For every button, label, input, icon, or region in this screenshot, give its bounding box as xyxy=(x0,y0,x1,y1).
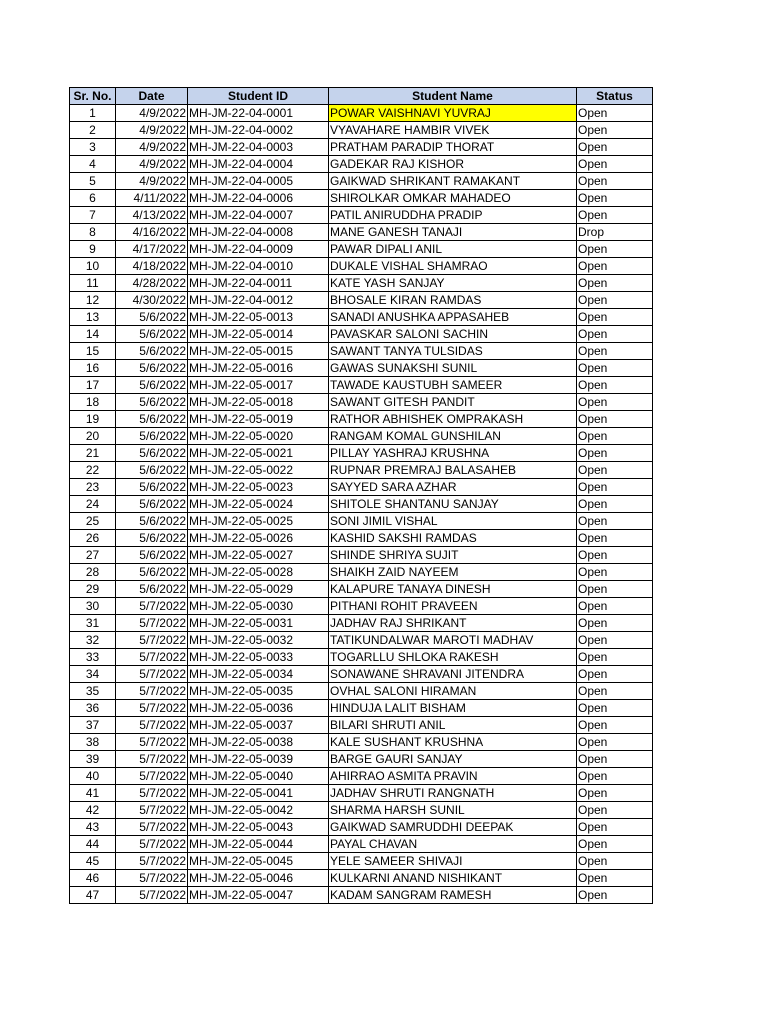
cell-student-id: MH-JM-22-05-0016 xyxy=(188,360,329,377)
table-row xyxy=(70,258,653,275)
cell-sr-no: 32 xyxy=(70,632,116,649)
cell-date: 4/9/2022 xyxy=(116,173,188,190)
header-status: Status xyxy=(577,88,653,105)
cell-sr-no: 21 xyxy=(70,445,116,462)
cell-sr-no: 8 xyxy=(70,224,116,241)
header-row xyxy=(70,88,653,105)
cell-status: Open xyxy=(577,496,653,513)
cell-date: 4/18/2022 xyxy=(116,258,188,275)
cell-student-name: KADAM SANGRAM RAMESH xyxy=(329,887,577,904)
cell-status: Open xyxy=(577,853,653,870)
cell-student-name: KATE YASH SANJAY xyxy=(329,275,577,292)
table-row xyxy=(70,190,653,207)
cell-status: Open xyxy=(577,343,653,360)
cell-status: Open xyxy=(577,479,653,496)
cell-student-id: MH-JM-22-05-0022 xyxy=(188,462,329,479)
cell-student-id: MH-JM-22-04-0005 xyxy=(188,173,329,190)
cell-student-id: MH-JM-22-04-0009 xyxy=(188,241,329,258)
cell-student-name: SHARMA HARSH SUNIL xyxy=(329,802,577,819)
cell-status: Open xyxy=(577,666,653,683)
cell-sr-no: 17 xyxy=(70,377,116,394)
cell-student-id: MH-JM-22-05-0026 xyxy=(188,530,329,547)
cell-sr-no: 6 xyxy=(70,190,116,207)
cell-student-name: SONAWANE SHRAVANI JITENDRA xyxy=(329,666,577,683)
table-row xyxy=(70,309,653,326)
cell-date: 5/6/2022 xyxy=(116,309,188,326)
table-row xyxy=(70,224,653,241)
cell-student-name: GADEKAR RAJ KISHOR xyxy=(329,156,577,173)
cell-date: 5/7/2022 xyxy=(116,683,188,700)
cell-sr-no: 2 xyxy=(70,122,116,139)
cell-student-id: MH-JM-22-05-0033 xyxy=(188,649,329,666)
table-row xyxy=(70,394,653,411)
cell-status: Drop xyxy=(577,224,653,241)
cell-status: Open xyxy=(577,768,653,785)
cell-student-name: JADHAV RAJ SHRIKANT xyxy=(329,615,577,632)
cell-status: Open xyxy=(577,734,653,751)
cell-date: 5/6/2022 xyxy=(116,462,188,479)
cell-date: 5/7/2022 xyxy=(116,785,188,802)
cell-student-name: SAWANT GITESH PANDIT xyxy=(329,394,577,411)
cell-date: 5/7/2022 xyxy=(116,819,188,836)
cell-student-name: SHIROLKAR OMKAR MAHADEO xyxy=(329,190,577,207)
cell-student-id: MH-JM-22-05-0020 xyxy=(188,428,329,445)
cell-date: 5/7/2022 xyxy=(116,666,188,683)
cell-status: Open xyxy=(577,309,653,326)
cell-student-id: MH-JM-22-05-0039 xyxy=(188,751,329,768)
cell-sr-no: 34 xyxy=(70,666,116,683)
cell-status: Open xyxy=(577,462,653,479)
cell-date: 5/7/2022 xyxy=(116,870,188,887)
cell-sr-no: 11 xyxy=(70,275,116,292)
cell-student-name: AHIRRAO ASMITA PRAVIN xyxy=(329,768,577,785)
cell-date: 5/7/2022 xyxy=(116,802,188,819)
table-row xyxy=(70,275,653,292)
cell-student-name: TATIKUNDALWAR MAROTI MADHAV xyxy=(329,632,577,649)
cell-sr-no: 10 xyxy=(70,258,116,275)
cell-student-id: MH-JM-22-05-0032 xyxy=(188,632,329,649)
table-row xyxy=(70,530,653,547)
cell-student-id: MH-JM-22-04-0006 xyxy=(188,190,329,207)
cell-student-id: MH-JM-22-04-0012 xyxy=(188,292,329,309)
cell-status: Open xyxy=(577,207,653,224)
cell-sr-no: 16 xyxy=(70,360,116,377)
cell-sr-no: 5 xyxy=(70,173,116,190)
cell-date: 5/7/2022 xyxy=(116,615,188,632)
cell-student-id: MH-JM-22-04-0010 xyxy=(188,258,329,275)
cell-sr-no: 25 xyxy=(70,513,116,530)
cell-date: 4/9/2022 xyxy=(116,156,188,173)
table-row xyxy=(70,768,653,785)
cell-student-id: MH-JM-22-05-0037 xyxy=(188,717,329,734)
cell-student-name: BILARI SHRUTI ANIL xyxy=(329,717,577,734)
cell-date: 5/6/2022 xyxy=(116,411,188,428)
cell-student-name: DUKALE VISHAL SHAMRAO xyxy=(329,258,577,275)
cell-date: 5/7/2022 xyxy=(116,836,188,853)
cell-student-name: OVHAL SALONI HIRAMAN xyxy=(329,683,577,700)
cell-date: 5/7/2022 xyxy=(116,598,188,615)
cell-sr-no: 12 xyxy=(70,292,116,309)
table-row xyxy=(70,547,653,564)
student-table xyxy=(69,87,653,904)
cell-student-name: SHAIKH ZAID NAYEEM xyxy=(329,564,577,581)
cell-date: 5/6/2022 xyxy=(116,547,188,564)
table-row xyxy=(70,819,653,836)
cell-student-name: TAWADE KAUSTUBH SAMEER xyxy=(329,377,577,394)
cell-student-id: MH-JM-22-05-0017 xyxy=(188,377,329,394)
cell-status: Open xyxy=(577,785,653,802)
cell-student-id: MH-JM-22-05-0038 xyxy=(188,734,329,751)
cell-date: 4/9/2022 xyxy=(116,122,188,139)
cell-date: 5/7/2022 xyxy=(116,768,188,785)
table-row xyxy=(70,105,653,122)
table-row xyxy=(70,377,653,394)
cell-date: 5/6/2022 xyxy=(116,445,188,462)
table-row xyxy=(70,785,653,802)
cell-sr-no: 43 xyxy=(70,819,116,836)
table-row xyxy=(70,649,653,666)
cell-student-id: MH-JM-22-05-0035 xyxy=(188,683,329,700)
cell-status: Open xyxy=(577,377,653,394)
cell-status: Open xyxy=(577,819,653,836)
cell-sr-no: 7 xyxy=(70,207,116,224)
cell-student-name: POWAR VAISHNAVI YUVRAJ xyxy=(329,105,577,122)
cell-student-id: MH-JM-22-05-0047 xyxy=(188,887,329,904)
cell-student-name: GAWAS SUNAKSHI SUNIL xyxy=(329,360,577,377)
cell-status: Open xyxy=(577,190,653,207)
cell-student-id: MH-JM-22-05-0045 xyxy=(188,853,329,870)
cell-sr-no: 20 xyxy=(70,428,116,445)
cell-student-id: MH-JM-22-05-0042 xyxy=(188,802,329,819)
cell-sr-no: 29 xyxy=(70,581,116,598)
cell-status: Open xyxy=(577,564,653,581)
cell-status: Open xyxy=(577,139,653,156)
cell-status: Open xyxy=(577,887,653,904)
cell-student-id: MH-JM-22-05-0040 xyxy=(188,768,329,785)
table-row xyxy=(70,734,653,751)
table-row xyxy=(70,853,653,870)
cell-sr-no: 1 xyxy=(70,105,116,122)
cell-status: Open xyxy=(577,326,653,343)
cell-student-name: GAIKWAD SHRIKANT RAMAKANT xyxy=(329,173,577,190)
cell-status: Open xyxy=(577,632,653,649)
cell-student-name: RUPNAR PREMRAJ BALASAHEB xyxy=(329,462,577,479)
cell-status: Open xyxy=(577,394,653,411)
table-row xyxy=(70,683,653,700)
cell-student-id: MH-JM-22-05-0041 xyxy=(188,785,329,802)
cell-student-id: MH-JM-22-05-0044 xyxy=(188,836,329,853)
table-body xyxy=(70,105,653,904)
cell-sr-no: 42 xyxy=(70,802,116,819)
cell-sr-no: 35 xyxy=(70,683,116,700)
cell-student-id: MH-JM-22-05-0015 xyxy=(188,343,329,360)
cell-status: Open xyxy=(577,615,653,632)
table-row xyxy=(70,581,653,598)
cell-student-id: MH-JM-22-05-0034 xyxy=(188,666,329,683)
cell-status: Open xyxy=(577,530,653,547)
cell-student-id: MH-JM-22-05-0036 xyxy=(188,700,329,717)
cell-student-name: PAYAL CHAVAN xyxy=(329,836,577,853)
cell-student-name: JADHAV SHRUTI RANGNATH xyxy=(329,785,577,802)
cell-status: Open xyxy=(577,258,653,275)
cell-date: 5/6/2022 xyxy=(116,377,188,394)
cell-sr-no: 3 xyxy=(70,139,116,156)
cell-student-id: MH-JM-22-04-0002 xyxy=(188,122,329,139)
cell-sr-no: 30 xyxy=(70,598,116,615)
cell-student-name: KALAPURE TANAYA DINESH xyxy=(329,581,577,598)
cell-student-id: MH-JM-22-04-0011 xyxy=(188,275,329,292)
table-row xyxy=(70,802,653,819)
cell-date: 5/6/2022 xyxy=(116,564,188,581)
cell-status: Open xyxy=(577,751,653,768)
cell-date: 5/7/2022 xyxy=(116,717,188,734)
table-row xyxy=(70,666,653,683)
cell-sr-no: 36 xyxy=(70,700,116,717)
cell-date: 5/6/2022 xyxy=(116,343,188,360)
cell-student-name: PAVASKAR SALONI SACHIN xyxy=(329,326,577,343)
cell-date: 5/6/2022 xyxy=(116,496,188,513)
table-row xyxy=(70,292,653,309)
header-date: Date xyxy=(116,88,188,105)
cell-date: 5/6/2022 xyxy=(116,394,188,411)
header-sr-no: Sr. No. xyxy=(70,88,116,105)
cell-sr-no: 31 xyxy=(70,615,116,632)
cell-date: 4/28/2022 xyxy=(116,275,188,292)
cell-student-name: KALE SUSHANT KRUSHNA xyxy=(329,734,577,751)
cell-sr-no: 33 xyxy=(70,649,116,666)
cell-student-id: MH-JM-22-05-0023 xyxy=(188,479,329,496)
cell-status: Open xyxy=(577,156,653,173)
cell-status: Open xyxy=(577,836,653,853)
table-row xyxy=(70,700,653,717)
cell-student-name: TOGARLLU SHLOKA RAKESH xyxy=(329,649,577,666)
cell-date: 4/13/2022 xyxy=(116,207,188,224)
cell-student-id: MH-JM-22-04-0004 xyxy=(188,156,329,173)
table-row xyxy=(70,360,653,377)
cell-sr-no: 13 xyxy=(70,309,116,326)
table-row xyxy=(70,428,653,445)
cell-status: Open xyxy=(577,870,653,887)
cell-status: Open xyxy=(577,581,653,598)
cell-date: 5/6/2022 xyxy=(116,530,188,547)
cell-sr-no: 40 xyxy=(70,768,116,785)
table-row xyxy=(70,326,653,343)
table-row xyxy=(70,717,653,734)
cell-date: 5/7/2022 xyxy=(116,853,188,870)
cell-student-name: YELE SAMEER SHIVAJI xyxy=(329,853,577,870)
cell-student-id: MH-JM-22-05-0027 xyxy=(188,547,329,564)
table-row xyxy=(70,887,653,904)
cell-student-id: MH-JM-22-05-0025 xyxy=(188,513,329,530)
cell-date: 5/6/2022 xyxy=(116,479,188,496)
table-row xyxy=(70,173,653,190)
cell-sr-no: 22 xyxy=(70,462,116,479)
cell-status: Open xyxy=(577,173,653,190)
table-row xyxy=(70,207,653,224)
cell-date: 4/16/2022 xyxy=(116,224,188,241)
cell-date: 5/7/2022 xyxy=(116,734,188,751)
cell-student-name: KASHID SAKSHI RAMDAS xyxy=(329,530,577,547)
cell-student-name: PATIL ANIRUDDHA PRADIP xyxy=(329,207,577,224)
cell-sr-no: 47 xyxy=(70,887,116,904)
cell-date: 5/6/2022 xyxy=(116,428,188,445)
cell-student-id: MH-JM-22-05-0031 xyxy=(188,615,329,632)
cell-sr-no: 44 xyxy=(70,836,116,853)
cell-date: 5/6/2022 xyxy=(116,513,188,530)
cell-date: 4/9/2022 xyxy=(116,105,188,122)
cell-sr-no: 37 xyxy=(70,717,116,734)
cell-student-name: SONI JIMIL VISHAL xyxy=(329,513,577,530)
cell-sr-no: 24 xyxy=(70,496,116,513)
cell-status: Open xyxy=(577,802,653,819)
cell-sr-no: 38 xyxy=(70,734,116,751)
cell-student-name: PILLAY YASHRAJ KRUSHNA xyxy=(329,445,577,462)
cell-status: Open xyxy=(577,598,653,615)
table-row xyxy=(70,870,653,887)
table-row xyxy=(70,751,653,768)
cell-student-name: HINDUJA LALIT BISHAM xyxy=(329,700,577,717)
cell-date: 5/6/2022 xyxy=(116,360,188,377)
table-row xyxy=(70,836,653,853)
header-student-name: Student Name xyxy=(329,88,577,105)
table-row xyxy=(70,139,653,156)
cell-status: Open xyxy=(577,700,653,717)
cell-sr-no: 46 xyxy=(70,870,116,887)
cell-student-id: MH-JM-22-05-0030 xyxy=(188,598,329,615)
cell-student-id: MH-JM-22-04-0001 xyxy=(188,105,329,122)
cell-status: Open xyxy=(577,717,653,734)
cell-status: Open xyxy=(577,122,653,139)
cell-student-name: MANE GANESH TANAJI xyxy=(329,224,577,241)
cell-student-id: MH-JM-22-04-0003 xyxy=(188,139,329,156)
table-row xyxy=(70,122,653,139)
cell-status: Open xyxy=(577,649,653,666)
table-row xyxy=(70,513,653,530)
cell-student-name: RANGAM KOMAL GUNSHILAN xyxy=(329,428,577,445)
cell-student-id: MH-JM-22-05-0043 xyxy=(188,819,329,836)
cell-status: Open xyxy=(577,275,653,292)
table-row xyxy=(70,411,653,428)
cell-student-name: PRATHAM PARADIP THORAT xyxy=(329,139,577,156)
cell-student-name: SHITOLE SHANTANU SANJAY xyxy=(329,496,577,513)
cell-date: 5/6/2022 xyxy=(116,581,188,598)
cell-sr-no: 9 xyxy=(70,241,116,258)
cell-student-id: MH-JM-22-05-0013 xyxy=(188,309,329,326)
cell-student-id: MH-JM-22-05-0019 xyxy=(188,411,329,428)
cell-student-id: MH-JM-22-05-0046 xyxy=(188,870,329,887)
cell-sr-no: 45 xyxy=(70,853,116,870)
cell-status: Open xyxy=(577,292,653,309)
cell-date: 4/11/2022 xyxy=(116,190,188,207)
cell-student-id: MH-JM-22-05-0028 xyxy=(188,564,329,581)
cell-student-name: RATHOR ABHISHEK OMPRAKASH xyxy=(329,411,577,428)
cell-student-name: PAWAR DIPALI ANIL xyxy=(329,241,577,258)
table-row xyxy=(70,156,653,173)
cell-status: Open xyxy=(577,105,653,122)
cell-student-name: BHOSALE KIRAN RAMDAS xyxy=(329,292,577,309)
cell-sr-no: 4 xyxy=(70,156,116,173)
cell-sr-no: 41 xyxy=(70,785,116,802)
cell-student-id: MH-JM-22-05-0024 xyxy=(188,496,329,513)
cell-date: 5/7/2022 xyxy=(116,649,188,666)
cell-status: Open xyxy=(577,513,653,530)
table-row xyxy=(70,496,653,513)
cell-date: 5/7/2022 xyxy=(116,887,188,904)
cell-student-name: SHINDE SHRIYA SUJIT xyxy=(329,547,577,564)
cell-sr-no: 27 xyxy=(70,547,116,564)
cell-student-name: SANADI ANUSHKA APPASAHEB xyxy=(329,309,577,326)
cell-sr-no: 15 xyxy=(70,343,116,360)
table-row xyxy=(70,445,653,462)
cell-date: 5/7/2022 xyxy=(116,700,188,717)
cell-status: Open xyxy=(577,360,653,377)
cell-status: Open xyxy=(577,411,653,428)
cell-student-id: MH-JM-22-04-0008 xyxy=(188,224,329,241)
cell-student-name: SAYYED SARA AZHAR xyxy=(329,479,577,496)
cell-student-name: GAIKWAD SAMRUDDHI DEEPAK xyxy=(329,819,577,836)
cell-date: 4/17/2022 xyxy=(116,241,188,258)
cell-student-id: MH-JM-22-04-0007 xyxy=(188,207,329,224)
cell-student-name: PITHANI ROHIT PRAVEEN xyxy=(329,598,577,615)
table-row xyxy=(70,343,653,360)
cell-date: 4/9/2022 xyxy=(116,139,188,156)
cell-date: 5/7/2022 xyxy=(116,751,188,768)
cell-student-id: MH-JM-22-05-0014 xyxy=(188,326,329,343)
cell-student-name: SAWANT TANYA TULSIDAS xyxy=(329,343,577,360)
cell-student-name: KULKARNI ANAND NISHIKANT xyxy=(329,870,577,887)
table-row xyxy=(70,632,653,649)
table-row xyxy=(70,479,653,496)
cell-sr-no: 19 xyxy=(70,411,116,428)
cell-status: Open xyxy=(577,547,653,564)
cell-student-name: BARGE GAURI SANJAY xyxy=(329,751,577,768)
cell-date: 5/6/2022 xyxy=(116,326,188,343)
table-row xyxy=(70,564,653,581)
cell-sr-no: 28 xyxy=(70,564,116,581)
cell-status: Open xyxy=(577,445,653,462)
cell-sr-no: 23 xyxy=(70,479,116,496)
cell-status: Open xyxy=(577,683,653,700)
cell-sr-no: 18 xyxy=(70,394,116,411)
cell-student-name: VYAVAHARE HAMBIR VIVEK xyxy=(329,122,577,139)
table-row xyxy=(70,241,653,258)
cell-student-id: MH-JM-22-05-0029 xyxy=(188,581,329,598)
cell-sr-no: 39 xyxy=(70,751,116,768)
cell-sr-no: 14 xyxy=(70,326,116,343)
cell-student-id: MH-JM-22-05-0018 xyxy=(188,394,329,411)
table-row xyxy=(70,598,653,615)
table-row xyxy=(70,615,653,632)
cell-date: 4/30/2022 xyxy=(116,292,188,309)
cell-date: 5/7/2022 xyxy=(116,632,188,649)
table-row xyxy=(70,462,653,479)
cell-student-id: MH-JM-22-05-0021 xyxy=(188,445,329,462)
cell-sr-no: 26 xyxy=(70,530,116,547)
cell-status: Open xyxy=(577,241,653,258)
header-student-id: Student ID xyxy=(188,88,329,105)
cell-status: Open xyxy=(577,428,653,445)
